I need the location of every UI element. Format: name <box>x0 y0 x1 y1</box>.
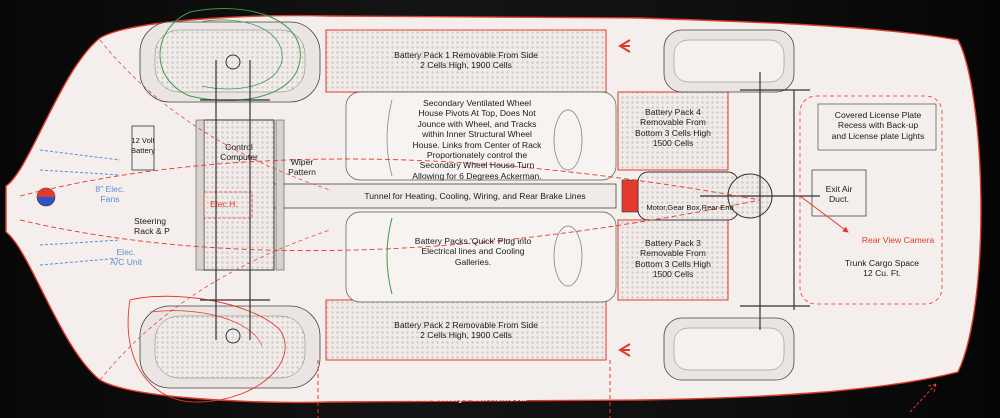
control-computer-label: Control Computer <box>220 142 258 163</box>
battery-pack-1-label: Battery Pack 1 Removable From Side 2 Cells High, 1900 Cells <box>394 50 538 71</box>
ac-unit-label: Elec. A/C Unit <box>110 247 142 268</box>
fans-label: 8" Elec. Fans <box>95 184 125 205</box>
motor-label: Motor,Gear Box,Rear End <box>646 203 734 212</box>
wiper-label: Wiper Pattern <box>288 157 316 178</box>
license-plate-label: Covered License Plate Recess with Back-up and License plate Lights <box>831 110 925 141</box>
tunnel-label: Tunnel for Heating, Cooling, Wiring, and Rear Brake Lines <box>364 191 586 201</box>
quick-plug-label: Battery Packs 'Quick' Plug into Electrical lines and Cooling Galleries. <box>414 236 532 267</box>
battery-pack-4-label: Battery Pack 4 Removable From Bottom 3 Cells High 1500 Cells <box>635 107 711 149</box>
steering-label: Steering Rack & P <box>134 216 170 237</box>
rear-camera-label: Rear View Camera <box>861 235 935 245</box>
elec-h-label: Elec.H. <box>210 199 238 209</box>
lower-panel-label: Lower Body Panel on Each Side Swings Upward to Allow Side Battery Pack Removal <box>347 383 591 404</box>
battery-pack-3-label: Battery Pack 3 Removable From Bottom 3 Cells High 1500 Cells <box>635 238 711 280</box>
trunk-label: Trunk Cargo Space 12 Cu. Ft. <box>844 258 920 279</box>
emblem-icon <box>37 188 55 206</box>
battery-12v-label: 12 Volt Battery <box>130 136 156 156</box>
battery-pack-2-label: Battery Pack 2 Removable From Side 2 Cells High, 1900 Cells <box>394 320 538 341</box>
wheel-house-label: Secondary Ventilated Wheel House Pivots At Top, Does Not Jounce with Wheel, and Tracks within Inner Structural Wheel House. Links from Center of Rack Proportionately control the Secondary Wheel House Turn Allowing for 6 Degrees Ackerman. <box>412 98 542 181</box>
exit-air-label: Exit Air Duct. <box>825 184 853 205</box>
